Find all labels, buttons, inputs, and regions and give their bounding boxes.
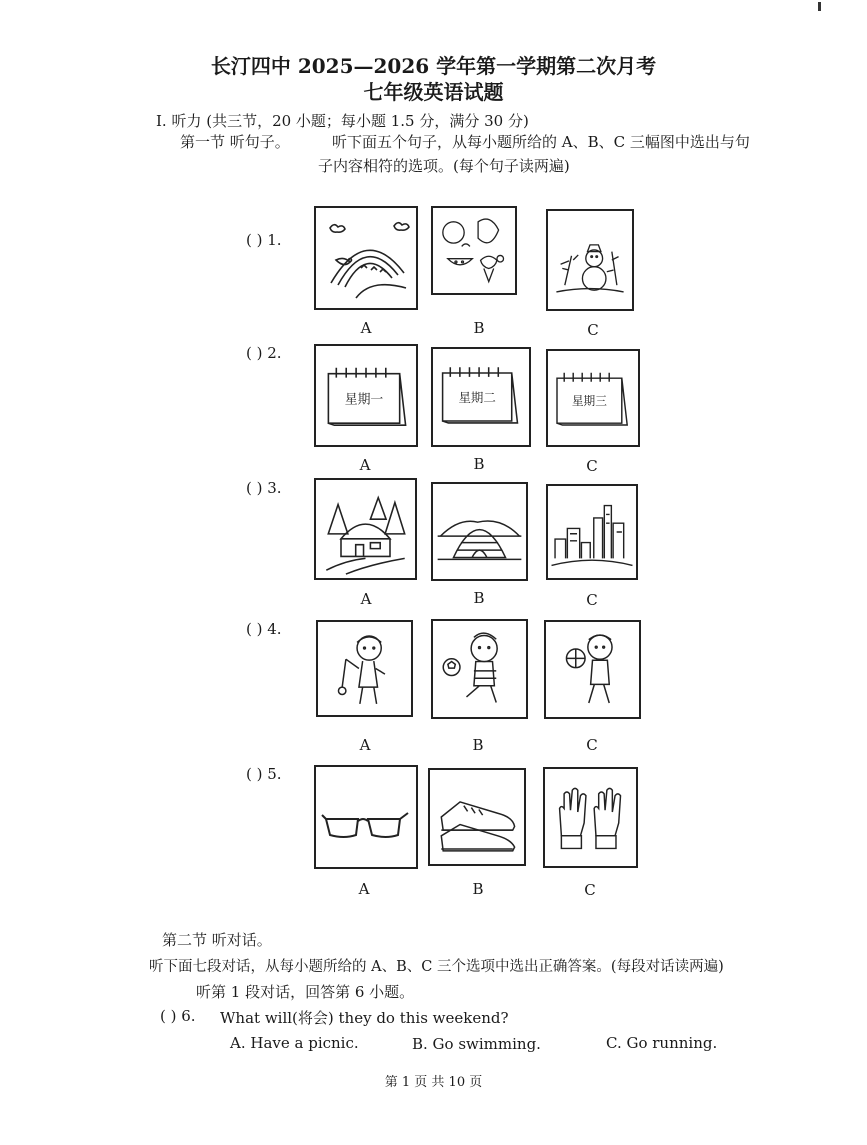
picture-3c-city-skyline xyxy=(546,484,638,580)
picture-2a-calendar-monday xyxy=(314,344,418,447)
picture-1b-summer xyxy=(431,206,517,295)
question-number: ( ) 5. xyxy=(246,765,282,783)
calendar-day-label: 星期三 xyxy=(571,394,607,409)
option-label-a: A xyxy=(360,590,372,608)
option-label-c: C xyxy=(586,457,598,475)
picture-3b-igloo xyxy=(431,482,528,581)
option-label-b: B xyxy=(473,589,485,607)
option-label-b: B xyxy=(473,319,485,337)
exam-subtitle: 七年级英语试题 xyxy=(363,80,504,104)
option-label-c: C xyxy=(586,736,598,754)
picture-4b-boy-soccer xyxy=(431,619,528,719)
question-6-option-a: A. Have a picnic. xyxy=(230,1034,359,1052)
option-label-b: B xyxy=(473,455,485,473)
question-6-option-b: B. Go swimming. xyxy=(412,1035,541,1053)
picture-5a-sunglasses xyxy=(314,765,418,869)
question-number: ( ) 6. xyxy=(160,1007,196,1025)
option-label-a: A xyxy=(359,736,371,754)
option-label-c: C xyxy=(587,321,599,339)
scan-mark xyxy=(818,2,821,11)
question-number: ( ) 4. xyxy=(246,620,282,638)
part1-instruction-line1: 听下面五个句子，从每小题所给的 A、B、C 三幅图中选出与句 xyxy=(332,133,750,151)
picture-5b-sneakers xyxy=(428,768,526,866)
option-label-c: C xyxy=(586,591,598,609)
option-label-c: C xyxy=(584,881,596,899)
question-number: ( ) 3. xyxy=(246,479,282,497)
picture-2b-calendar-tuesday xyxy=(431,347,531,447)
question-number: ( ) 2. xyxy=(246,344,282,362)
picture-2c-calendar-wednesday xyxy=(546,349,640,447)
page-footer: 第 1 页 共 10 页 xyxy=(384,1075,483,1090)
exam-title: 长汀四中 2025—2026 学年第一学期第二次月考 xyxy=(210,54,657,78)
calendar-day-label: 星期一 xyxy=(344,392,384,408)
option-label-b: B xyxy=(472,736,484,754)
picture-4a-boy-yoyo xyxy=(316,620,413,717)
option-label-a: A xyxy=(360,319,372,337)
calendar-day-label: 星期二 xyxy=(458,389,496,405)
part2-instruction: 听下面七段对话，从每小题所给的 A、B、C 三个选项中选出正确答案。(每段对话读两遍) xyxy=(149,959,724,975)
option-label-a: A xyxy=(358,880,370,898)
part1-title: 第一节 听句子。 xyxy=(180,133,290,151)
question-number: ( ) 1. xyxy=(246,231,282,249)
part2-title: 第二节 听对话。 xyxy=(162,931,272,949)
question-6-option-c: C. Go running. xyxy=(606,1034,718,1052)
option-label-a: A xyxy=(359,456,371,474)
dialog1-instruction: 听第 1 段对话，回答第 6 小题。 xyxy=(196,983,415,1001)
question-6-text: What will(将会) they do this weekend? xyxy=(220,1009,509,1027)
picture-5c-gloves xyxy=(543,767,638,868)
picture-3a-forest-cabin xyxy=(314,478,417,580)
picture-1c-winter xyxy=(546,209,634,311)
part1-instruction-line2: 子内容相符的选项。(每个句子读两遍) xyxy=(318,157,570,175)
section-heading: I. 听力 (共三节，20 小题；每小题 1.5 分，满分 30 分) xyxy=(156,112,529,130)
option-label-b: B xyxy=(472,880,484,898)
picture-4c-boy-basketball xyxy=(544,620,641,719)
picture-1a-rainbow xyxy=(314,206,418,310)
